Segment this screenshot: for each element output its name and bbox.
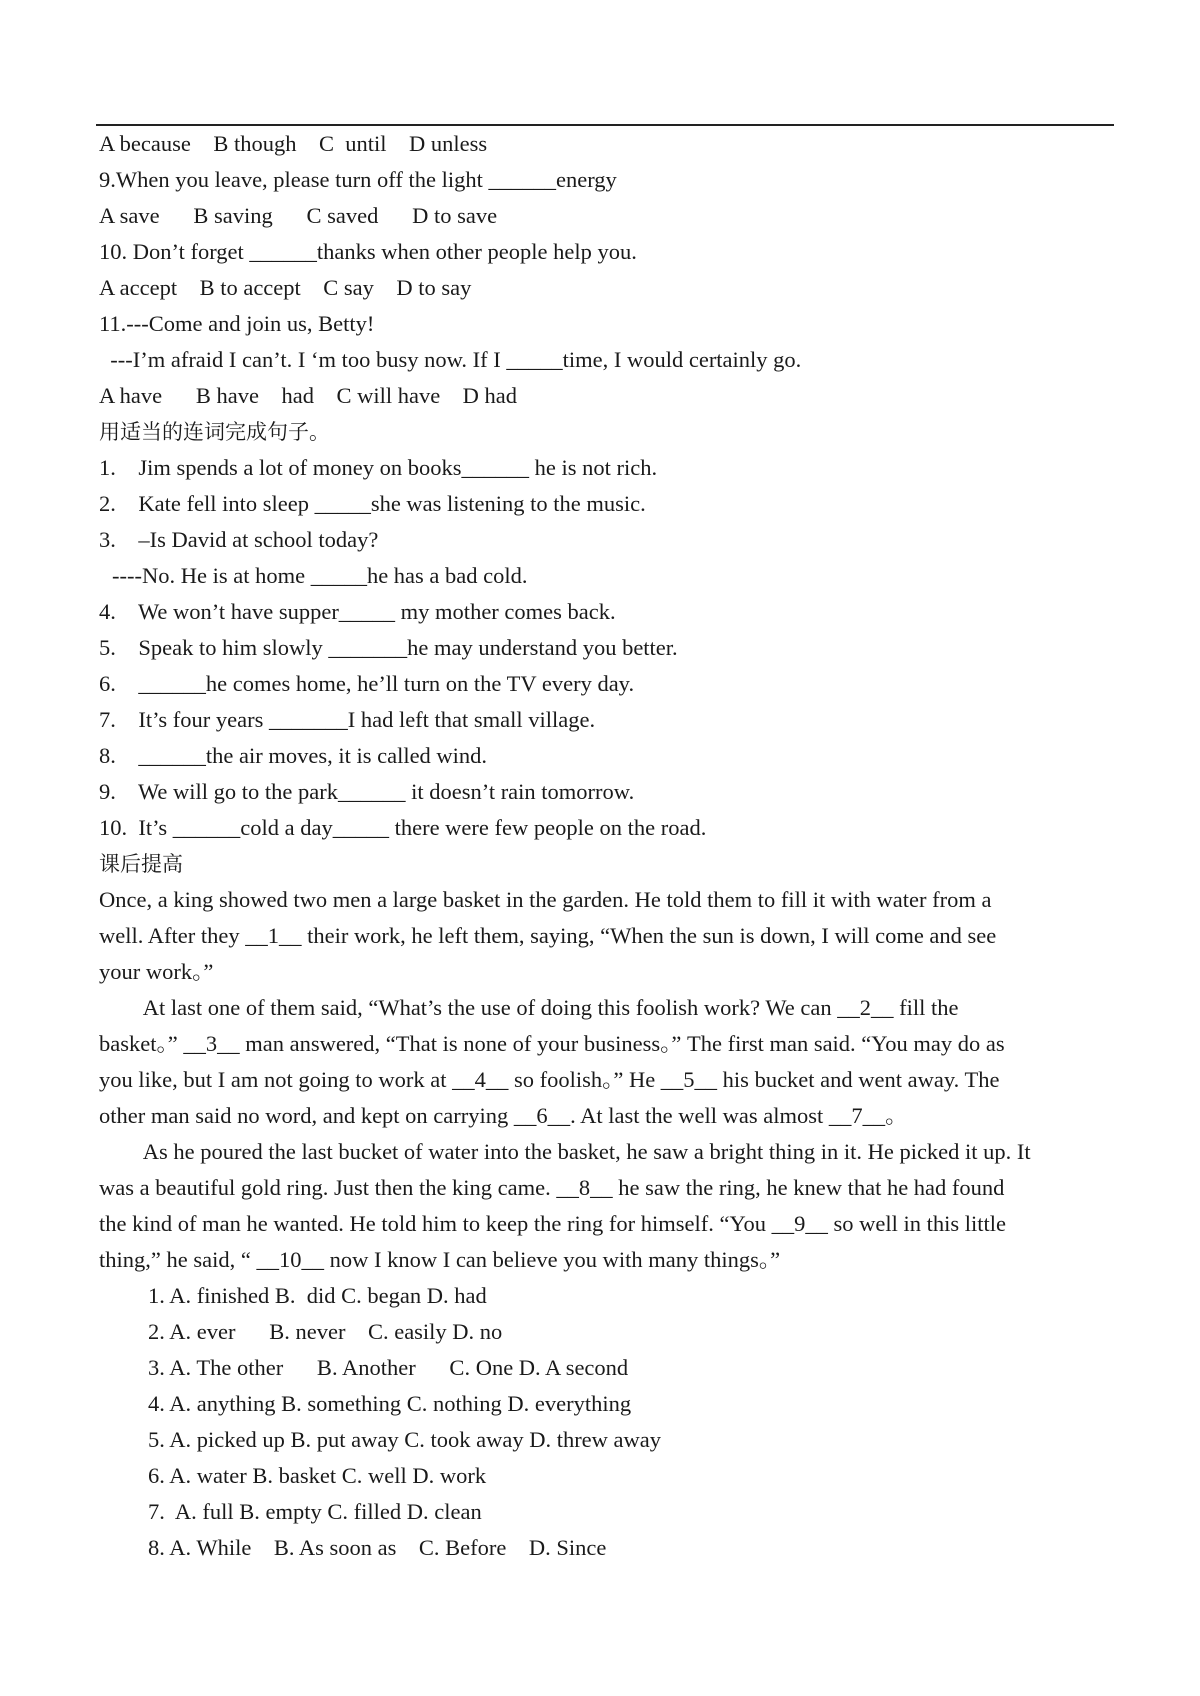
text-line: As he poured the last bucket of water into the basket, he saw a bright thing in it. He picked it up. It xyxy=(99,1139,1031,1164)
text-line: At last one of them said, “What’s the use of doing this foolish work? We can __2__ fill the xyxy=(99,995,959,1020)
text-line: 2. A. ever B. never C. easily D. no xyxy=(148,1319,503,1344)
text-line: 用适当的连词完成句子。 xyxy=(99,420,330,444)
text-line: 10. It’s ______cold a day_____ there were few people on the road. xyxy=(99,815,707,840)
text-line: A accept B to accept C say D to say xyxy=(99,275,472,300)
text-line: A have B have had C will have D had xyxy=(99,383,518,408)
text-line: other man said no word, and kept on carrying __6__. At last the well was almost __7__。 xyxy=(99,1103,908,1128)
text-line: A because B though C until D unless xyxy=(99,131,488,156)
text-line: 9.When you leave, please turn off the light ______energy xyxy=(99,167,617,192)
text-line: thing,” he said, “ __10__ now I know I can believe you with many things。” xyxy=(99,1247,781,1272)
text-line: 7. It’s four years _______I had left that small village. xyxy=(99,707,596,732)
text-line: your work。” xyxy=(99,959,214,984)
text-line: Once, a king showed two men a large basket in the garden. He told them to fill it with water from a xyxy=(99,887,992,912)
text-line: 8. ______the air moves, it is called wind. xyxy=(99,743,488,768)
text-line: 4. We won’t have supper_____ my mother comes back. xyxy=(99,599,616,624)
text-line: ----No. He is at home _____he has a bad cold. xyxy=(112,563,528,588)
text-line: 课后提高 xyxy=(99,852,183,876)
text-line: 1. Jim spends a lot of money on books______ he is not rich. xyxy=(99,455,658,480)
text-line: 5. A. picked up B. put away C. took away D. threw away xyxy=(148,1427,662,1452)
text-line: 9. We will go to the park______ it doesn’t rain tomorrow. xyxy=(99,779,635,804)
header-rule xyxy=(96,124,1114,126)
text-line: A save B saving C saved D to save xyxy=(99,203,498,228)
text-line: 4. A. anything B. something C. nothing D. everything xyxy=(148,1391,632,1416)
text-line: 11.---Come and join us, Betty! xyxy=(99,311,375,336)
text-line: 7. A. full B. empty C. filled D. clean xyxy=(148,1499,482,1524)
text-line: 1. A. finished B. did C. began D. had xyxy=(148,1283,487,1308)
text-line: 6. A. water B. basket C. well D. work xyxy=(148,1463,487,1488)
text-line: basket。” __3__ man answered, “That is none of your business。” The first man said. “You may do as xyxy=(99,1031,1005,1056)
text-line: 10. Don’t forget ______thanks when other people help you. xyxy=(99,239,637,264)
text-line: 8. A. While B. As soon as C. Before D. Since xyxy=(148,1535,607,1560)
text-line: ---I’m afraid I can’t. I ‘m too busy now. If I _____time, I would certainly go. xyxy=(99,347,802,372)
text-line: the kind of man he wanted. He told him to keep the ring for himself. “You __9__ so well in this little xyxy=(99,1211,1006,1236)
text-line: 3. A. The other B. Another C. One D. A second xyxy=(148,1355,629,1380)
text-line: was a beautiful gold ring. Just then the king came. __8__ he saw the ring, he knew that he had found xyxy=(99,1175,1005,1200)
text-line: 2. Kate fell into sleep _____she was listening to the music. xyxy=(99,491,646,516)
text-line: 6. ______he comes home, he’ll turn on the TV every day. xyxy=(99,671,635,696)
text-line: you like, but I am not going to work at __4__ so foolish。” He __5__ his bucket and went away. The xyxy=(99,1067,1000,1092)
text-line: 5. Speak to him slowly _______he may understand you better. xyxy=(99,635,678,660)
text-line: 3. –Is David at school today? xyxy=(99,527,379,552)
text-line: well. After they __1__ their work, he left them, saying, “When the sun is down, I will come and see xyxy=(99,923,997,948)
